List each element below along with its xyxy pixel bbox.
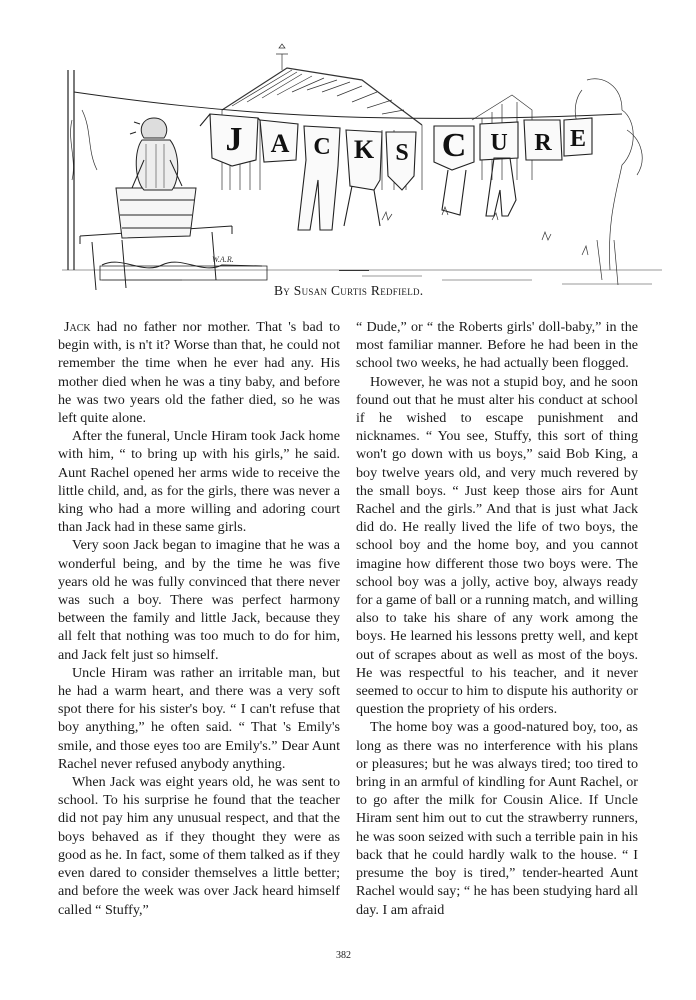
- left-column: [58, 318, 340, 919]
- title-letter-j: J: [225, 121, 243, 158]
- title-letter-e: E: [569, 126, 587, 152]
- lead-word: Jack: [64, 319, 91, 335]
- artist-signature: W.A.R.: [212, 255, 234, 264]
- paragraph: “ Dude,” or “ the Roberts girls' doll-baby,” in the most familiar manner. Before he had been in the school two weeks, he had actually been flogged.: [356, 319, 638, 372]
- title-letter-a: A: [270, 129, 290, 158]
- title-letter-c: C: [313, 134, 331, 160]
- paragraph: The home boy was a good-natured boy, too, as long as there was no interference with his plans or pleasures; but he was always tired; too tired to bring in an armful of kindling for Aunt Rachel, or to go after the milk for Cousin Alice. If Uncle Hiram sent him out to cut the strawberry runners, he was soon seized with such a terrible pain in his back that he could hardly walk to the house. “ I presume the boy is tired,” tender-hearted Aunt Rachel would say; “ he has been studying hard all day. I am afraid: [356, 719, 638, 918]
- title-letter-s: S: [395, 140, 409, 166]
- title-letter-u: U: [490, 130, 508, 156]
- paragraph: After the funeral, Uncle Hiram took Jack home with him, “ to bring up with his girls,” he said. Aunt Rachel opened her arms wide to receive the little child, and, as for the girls, there was never a king who had a more willing and adoring court than Jack had in these same girls.: [58, 428, 340, 536]
- title-letter-c2: C: [441, 127, 467, 164]
- header-illustration: [62, 40, 662, 302]
- page-number: 382: [336, 950, 351, 961]
- paragraph: Uncle Hiram was rather an irritable man, but he had a warm heart, and there was a very soft spot there for his sister's boy. “ I can't refuse that boy anything,” he often said. “ That 's Emily's smile, and those eyes too are Emily's.” Dear Aunt Rachel never refused anybody anything.: [58, 664, 340, 772]
- right-column: [356, 318, 638, 919]
- byline: By Susan Curtis Redfield.: [274, 283, 424, 298]
- paragraph: When Jack was eight years old, he was sent to school. To his surprise he found that the teacher did not pay him any unusual respect, and that the boys behaved as if they thought they were as good as he. In fact, some of them talked as if they even dared to consider themselves a little better; and before the week was over Jack heard himself called “ Stuffy,”: [58, 774, 340, 918]
- paragraph-text: had no father nor mother. That 's bad to begin with, is n't it? Worse than that, he could not remember the time when he ever had any. His mother died when he was a tiny baby, and before he was two years old the father died, so he was left quite alone.: [58, 319, 340, 427]
- paragraph: However, he was not a stupid boy, and he soon found out that he must alter his conduct at school if he wished to escape punishment and nicknames. “ You see, Stuffy, this sort of thing won't go down with us boys,” said Bob King, a boy twelve years old, and very much revered by the small boys. “ Just keep those airs for Aunt Rachel and the girls.” And that is just what Jack did do. He really lived the life of two boys, the school boy and the home boy, and you cannot imagine how different those two boys were. The school boy was a jolly, active boy, always ready for a game of ball or a running match, and willing also to take his share of any work among the boys. He learned his lessons pretty well, and kept out of scrapes about as well as most of the boys. He was respectful to his teacher, and it never seemed to occur to him to dispute his authority or question the propriety of his orders.: [356, 373, 638, 718]
- title-rule: [339, 270, 369, 271]
- title-letter-r: R: [534, 130, 552, 156]
- title-letter-k: K: [353, 135, 375, 164]
- paragraph: Very soon Jack began to imagine that he was a wonderful being, and by the time he was five years old he was fully convinced that there never was such a boy. There was perfect harmony between the family and little Jack, because they all felt that nothing was too much to do for him, and Jack felt just so himself.: [58, 537, 340, 663]
- paragraph: [58, 318, 340, 427]
